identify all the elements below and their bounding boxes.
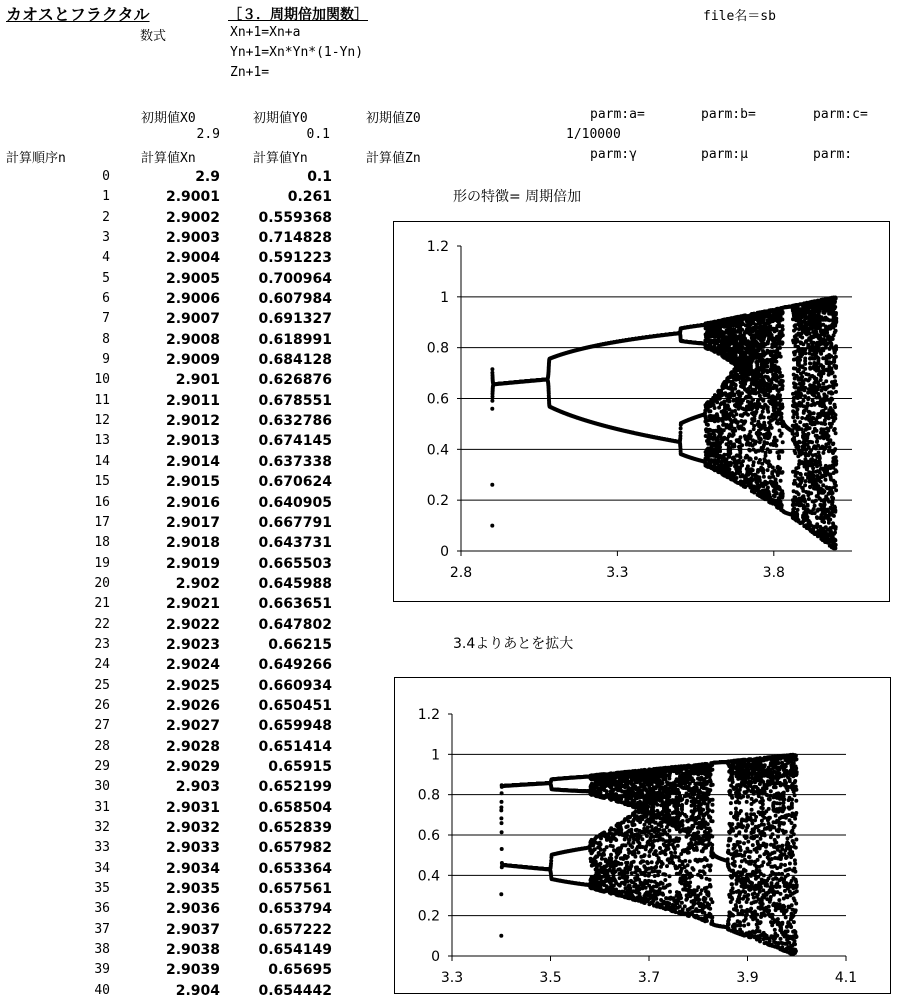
row-n-cell: 4 bbox=[102, 250, 110, 266]
row-n-cell: 11 bbox=[94, 392, 110, 408]
row-yn-cell: 0.66215 bbox=[268, 636, 332, 653]
row-xn-cell: 2.901 bbox=[175, 372, 220, 389]
row-n-cell: 37 bbox=[94, 921, 110, 937]
row-n-cell: 0 bbox=[102, 169, 110, 184]
row-xn-cell: 2.9009 bbox=[165, 352, 220, 369]
bifurcation-chart-svg bbox=[394, 222, 889, 601]
init-label-x0: 初期値X0 bbox=[141, 111, 196, 126]
row-xn-cell: 2.902 bbox=[175, 575, 220, 592]
row-n-cell: 29 bbox=[94, 758, 110, 774]
row-yn-cell: 0.653364 bbox=[258, 860, 332, 877]
row-xn-cell: 2.9003 bbox=[165, 230, 220, 247]
row-n-cell: 32 bbox=[94, 820, 110, 835]
row-xn-cell: 2.9026 bbox=[165, 697, 220, 714]
row-n-cell: 25 bbox=[94, 677, 110, 693]
row-yn-cell: 0.607984 bbox=[258, 291, 332, 308]
row-xn-cell: 2.9024 bbox=[165, 657, 220, 674]
row-yn-cell: 0.714828 bbox=[258, 230, 332, 247]
row-yn-cell: 0.700964 bbox=[258, 270, 332, 287]
row-yn-cell: 0.654149 bbox=[258, 942, 332, 959]
row-xn-cell: 2.9015 bbox=[165, 474, 220, 491]
row-n-cell: 8 bbox=[102, 331, 110, 347]
row-yn-cell: 0.670624 bbox=[258, 474, 332, 491]
row-xn-cell: 2.9007 bbox=[165, 311, 220, 328]
row-n-cell: 9 bbox=[102, 352, 110, 368]
section-title: ［３．周期倍加関数］ bbox=[228, 7, 368, 23]
row-yn-cell: 0.691327 bbox=[258, 311, 332, 328]
row-n-cell: 6 bbox=[102, 291, 110, 307]
row-yn-cell: 0.657561 bbox=[258, 881, 332, 898]
formula-x: Xn+1=Xn+a bbox=[230, 25, 301, 40]
row-xn-cell: 2.9013 bbox=[165, 433, 220, 450]
row-xn-cell: 2.9011 bbox=[165, 392, 220, 409]
row-n-cell: 31 bbox=[94, 799, 110, 815]
iteration-points bbox=[501, 755, 797, 955]
y-tick-label: 0.8 bbox=[426, 340, 449, 357]
row-yn-cell: 0.649266 bbox=[258, 657, 332, 674]
y-tick-label: 0.4 bbox=[417, 868, 440, 885]
y-tick-label: 0.2 bbox=[426, 493, 449, 510]
row-n-cell: 21 bbox=[94, 596, 110, 612]
row-yn-cell: 0.65695 bbox=[268, 962, 332, 979]
row-n-cell: 27 bbox=[94, 718, 110, 734]
y-tick-label: 0 bbox=[440, 544, 449, 560]
parm-b-label: parm:b= bbox=[701, 107, 756, 122]
parm-a-value: 1/10000 bbox=[566, 127, 621, 142]
row-yn-cell: 0.65915 bbox=[268, 758, 332, 775]
row-xn-cell: 2.9027 bbox=[165, 718, 220, 735]
formula-y: Yn+1=Xn*Yn*(1-Yn) bbox=[230, 45, 364, 60]
row-xn-cell: 2.9025 bbox=[165, 677, 220, 694]
parm-a-label: parm:a= bbox=[590, 107, 645, 122]
row-yn-cell: 0.658504 bbox=[258, 799, 332, 816]
header-xn: 計算値Xn bbox=[141, 151, 196, 166]
y-tick-label: 1 bbox=[440, 289, 449, 306]
row-n-cell: 1 bbox=[102, 189, 110, 205]
row-xn-cell: 2.9022 bbox=[165, 616, 220, 633]
y-tick-label: 0.2 bbox=[417, 908, 440, 925]
formula-z: Zn+1= bbox=[230, 65, 270, 80]
row-n-cell: 35 bbox=[94, 881, 110, 897]
row-yn-cell: 0.559368 bbox=[258, 209, 332, 226]
init-value-x0: 2.9 bbox=[196, 127, 220, 142]
parm-c-label: parm:c= bbox=[813, 107, 868, 122]
row-xn-cell: 2.9033 bbox=[165, 840, 220, 857]
header-yn: 計算値Yn bbox=[253, 151, 308, 166]
row-xn-cell: 2.9037 bbox=[165, 921, 220, 938]
row-xn-cell: 2.9031 bbox=[165, 799, 220, 816]
row-n-cell: 17 bbox=[94, 514, 110, 530]
file-name: file名＝sb bbox=[703, 9, 776, 24]
row-yn-cell: 0.640905 bbox=[258, 494, 332, 511]
row-xn-cell: 2.9 bbox=[195, 169, 220, 185]
row-xn-cell: 2.9032 bbox=[165, 820, 220, 836]
row-xn-cell: 2.9019 bbox=[165, 555, 220, 572]
row-yn-cell: 0.261 bbox=[287, 189, 332, 206]
y-tick-label: 1.2 bbox=[417, 707, 440, 723]
row-n-cell: 38 bbox=[94, 942, 110, 958]
column-xn bbox=[120, 167, 220, 1001]
row-yn-cell: 0.626876 bbox=[258, 372, 332, 389]
formula-label: 数式 bbox=[140, 29, 167, 44]
row-yn-cell: 0.652199 bbox=[258, 779, 332, 796]
row-yn-cell: 0.667791 bbox=[258, 514, 332, 531]
row-xn-cell: 2.904 bbox=[175, 982, 220, 999]
y-tick-label: 0.4 bbox=[426, 442, 449, 459]
row-n-cell: 33 bbox=[94, 840, 110, 856]
row-xn-cell: 2.9036 bbox=[165, 901, 220, 918]
y-tick-label: 1.2 bbox=[426, 239, 449, 255]
column-n bbox=[60, 167, 110, 1001]
row-xn-cell: 2.9039 bbox=[165, 962, 220, 979]
row-n-cell: 30 bbox=[94, 779, 110, 795]
row-n-cell: 16 bbox=[94, 494, 110, 510]
row-xn-cell: 2.9008 bbox=[165, 331, 220, 348]
x-tick-label: 3.3 bbox=[606, 565, 629, 581]
row-yn-cell: 0.653794 bbox=[258, 901, 332, 918]
header-n: 計算順序n bbox=[6, 151, 66, 166]
y-tick-label: 0.6 bbox=[426, 391, 449, 408]
row-xn-cell: 2.9016 bbox=[165, 494, 220, 511]
row-n-cell: 26 bbox=[94, 697, 110, 713]
row-n-cell: 2 bbox=[102, 209, 110, 225]
row-yn-cell: 0.657982 bbox=[258, 840, 332, 857]
bifurcation-chart bbox=[393, 221, 890, 602]
row-n-cell: 40 bbox=[94, 982, 110, 998]
row-xn-cell: 2.9002 bbox=[165, 209, 220, 226]
row-xn-cell: 2.9018 bbox=[165, 535, 220, 552]
row-n-cell: 13 bbox=[94, 433, 110, 449]
row-n-cell: 20 bbox=[94, 575, 110, 591]
x-tick-label: 3.3 bbox=[440, 970, 464, 986]
row-n-cell: 19 bbox=[94, 555, 110, 571]
row-yn-cell: 0.654442 bbox=[258, 982, 332, 999]
zoom-note: 3.4よりあとを拡大 bbox=[453, 636, 574, 652]
row-n-cell: 28 bbox=[94, 738, 110, 754]
init-value-y0: 0.1 bbox=[306, 127, 330, 142]
row-yn-cell: 0.665503 bbox=[258, 555, 332, 572]
row-yn-cell: 0.618991 bbox=[258, 331, 332, 348]
parm-blank-label: parm: bbox=[813, 147, 853, 162]
row-yn-cell: 0.637338 bbox=[258, 453, 332, 470]
row-n-cell: 39 bbox=[94, 962, 110, 978]
row-n-cell: 10 bbox=[94, 372, 110, 388]
row-yn-cell: 0.650451 bbox=[258, 697, 332, 714]
row-xn-cell: 2.9006 bbox=[165, 291, 220, 308]
row-yn-cell: 0.684128 bbox=[258, 352, 332, 369]
feature-note: 形の特徴= 周期倍加 bbox=[453, 189, 582, 205]
app-title: カオスとフラクタル bbox=[6, 5, 150, 24]
row-yn-cell: 0.657222 bbox=[258, 921, 332, 938]
row-yn-cell: 0.660934 bbox=[258, 677, 332, 694]
row-xn-cell: 2.903 bbox=[175, 779, 220, 796]
row-yn-cell: 0.643731 bbox=[258, 535, 332, 552]
iteration-points bbox=[492, 298, 836, 549]
y-tick-label: 1 bbox=[431, 747, 440, 764]
y-tick-label: 0 bbox=[431, 949, 440, 965]
row-n-cell: 24 bbox=[94, 657, 110, 673]
row-xn-cell: 2.9029 bbox=[165, 758, 220, 775]
x-tick-label: 3.9 bbox=[736, 970, 759, 986]
row-yn-cell: 0.652839 bbox=[258, 820, 332, 836]
x-tick-label: 2.8 bbox=[449, 565, 473, 581]
row-xn-cell: 2.9012 bbox=[165, 413, 220, 430]
row-n-cell: 23 bbox=[94, 636, 110, 652]
x-tick-label: 4.1 bbox=[834, 970, 858, 986]
row-n-cell: 7 bbox=[102, 311, 110, 327]
bifurcation-zoom-chart bbox=[394, 677, 891, 994]
row-n-cell: 12 bbox=[94, 413, 110, 429]
column-yn bbox=[228, 167, 332, 1001]
row-yn-cell: 0.632786 bbox=[258, 413, 332, 430]
row-xn-cell: 2.9028 bbox=[165, 738, 220, 755]
bifurcation-zoom-chart-svg bbox=[395, 678, 890, 993]
x-tick-label: 3.7 bbox=[637, 970, 661, 986]
row-n-cell: 34 bbox=[94, 860, 110, 876]
header-zn: 計算値Zn bbox=[366, 151, 421, 166]
row-xn-cell: 2.9004 bbox=[165, 250, 220, 267]
row-yn-cell: 0.591223 bbox=[258, 250, 332, 267]
row-yn-cell: 0.663651 bbox=[258, 596, 332, 613]
row-yn-cell: 0.659948 bbox=[258, 718, 332, 735]
row-yn-cell: 0.678551 bbox=[258, 392, 332, 409]
init-label-y0: 初期値Y0 bbox=[253, 111, 308, 126]
row-xn-cell: 2.9017 bbox=[165, 514, 220, 531]
row-n-cell: 18 bbox=[94, 535, 110, 551]
row-n-cell: 14 bbox=[94, 453, 110, 469]
row-yn-cell: 0.645988 bbox=[258, 575, 332, 592]
row-xn-cell: 2.9005 bbox=[165, 270, 220, 287]
row-yn-cell: 0.674145 bbox=[258, 433, 332, 450]
y-tick-label: 0.6 bbox=[417, 828, 440, 844]
x-tick-label: 3.5 bbox=[539, 970, 562, 986]
row-xn-cell: 2.9021 bbox=[165, 596, 220, 613]
row-n-cell: 5 bbox=[102, 270, 110, 286]
row-xn-cell: 2.9034 bbox=[165, 860, 220, 877]
row-xn-cell: 2.9001 bbox=[165, 189, 220, 206]
row-yn-cell: 0.651414 bbox=[258, 738, 332, 755]
row-n-cell: 15 bbox=[94, 474, 110, 490]
y-tick-label: 0.8 bbox=[417, 787, 440, 804]
row-n-cell: 36 bbox=[94, 901, 110, 917]
x-tick-label: 3.8 bbox=[762, 565, 785, 581]
row-xn-cell: 2.9035 bbox=[165, 881, 220, 898]
parm-gamma-label: parm:γ bbox=[590, 147, 637, 162]
row-xn-cell: 2.9038 bbox=[165, 942, 220, 959]
row-xn-cell: 2.9023 bbox=[165, 636, 220, 653]
row-yn-cell: 0.1 bbox=[307, 169, 332, 185]
row-yn-cell: 0.647802 bbox=[258, 616, 332, 633]
row-xn-cell: 2.9014 bbox=[165, 453, 220, 470]
row-n-cell: 22 bbox=[94, 616, 110, 632]
init-label-z0: 初期値Z0 bbox=[366, 111, 421, 126]
row-n-cell: 3 bbox=[102, 230, 110, 246]
parm-mu-label: parm:μ bbox=[701, 147, 748, 162]
